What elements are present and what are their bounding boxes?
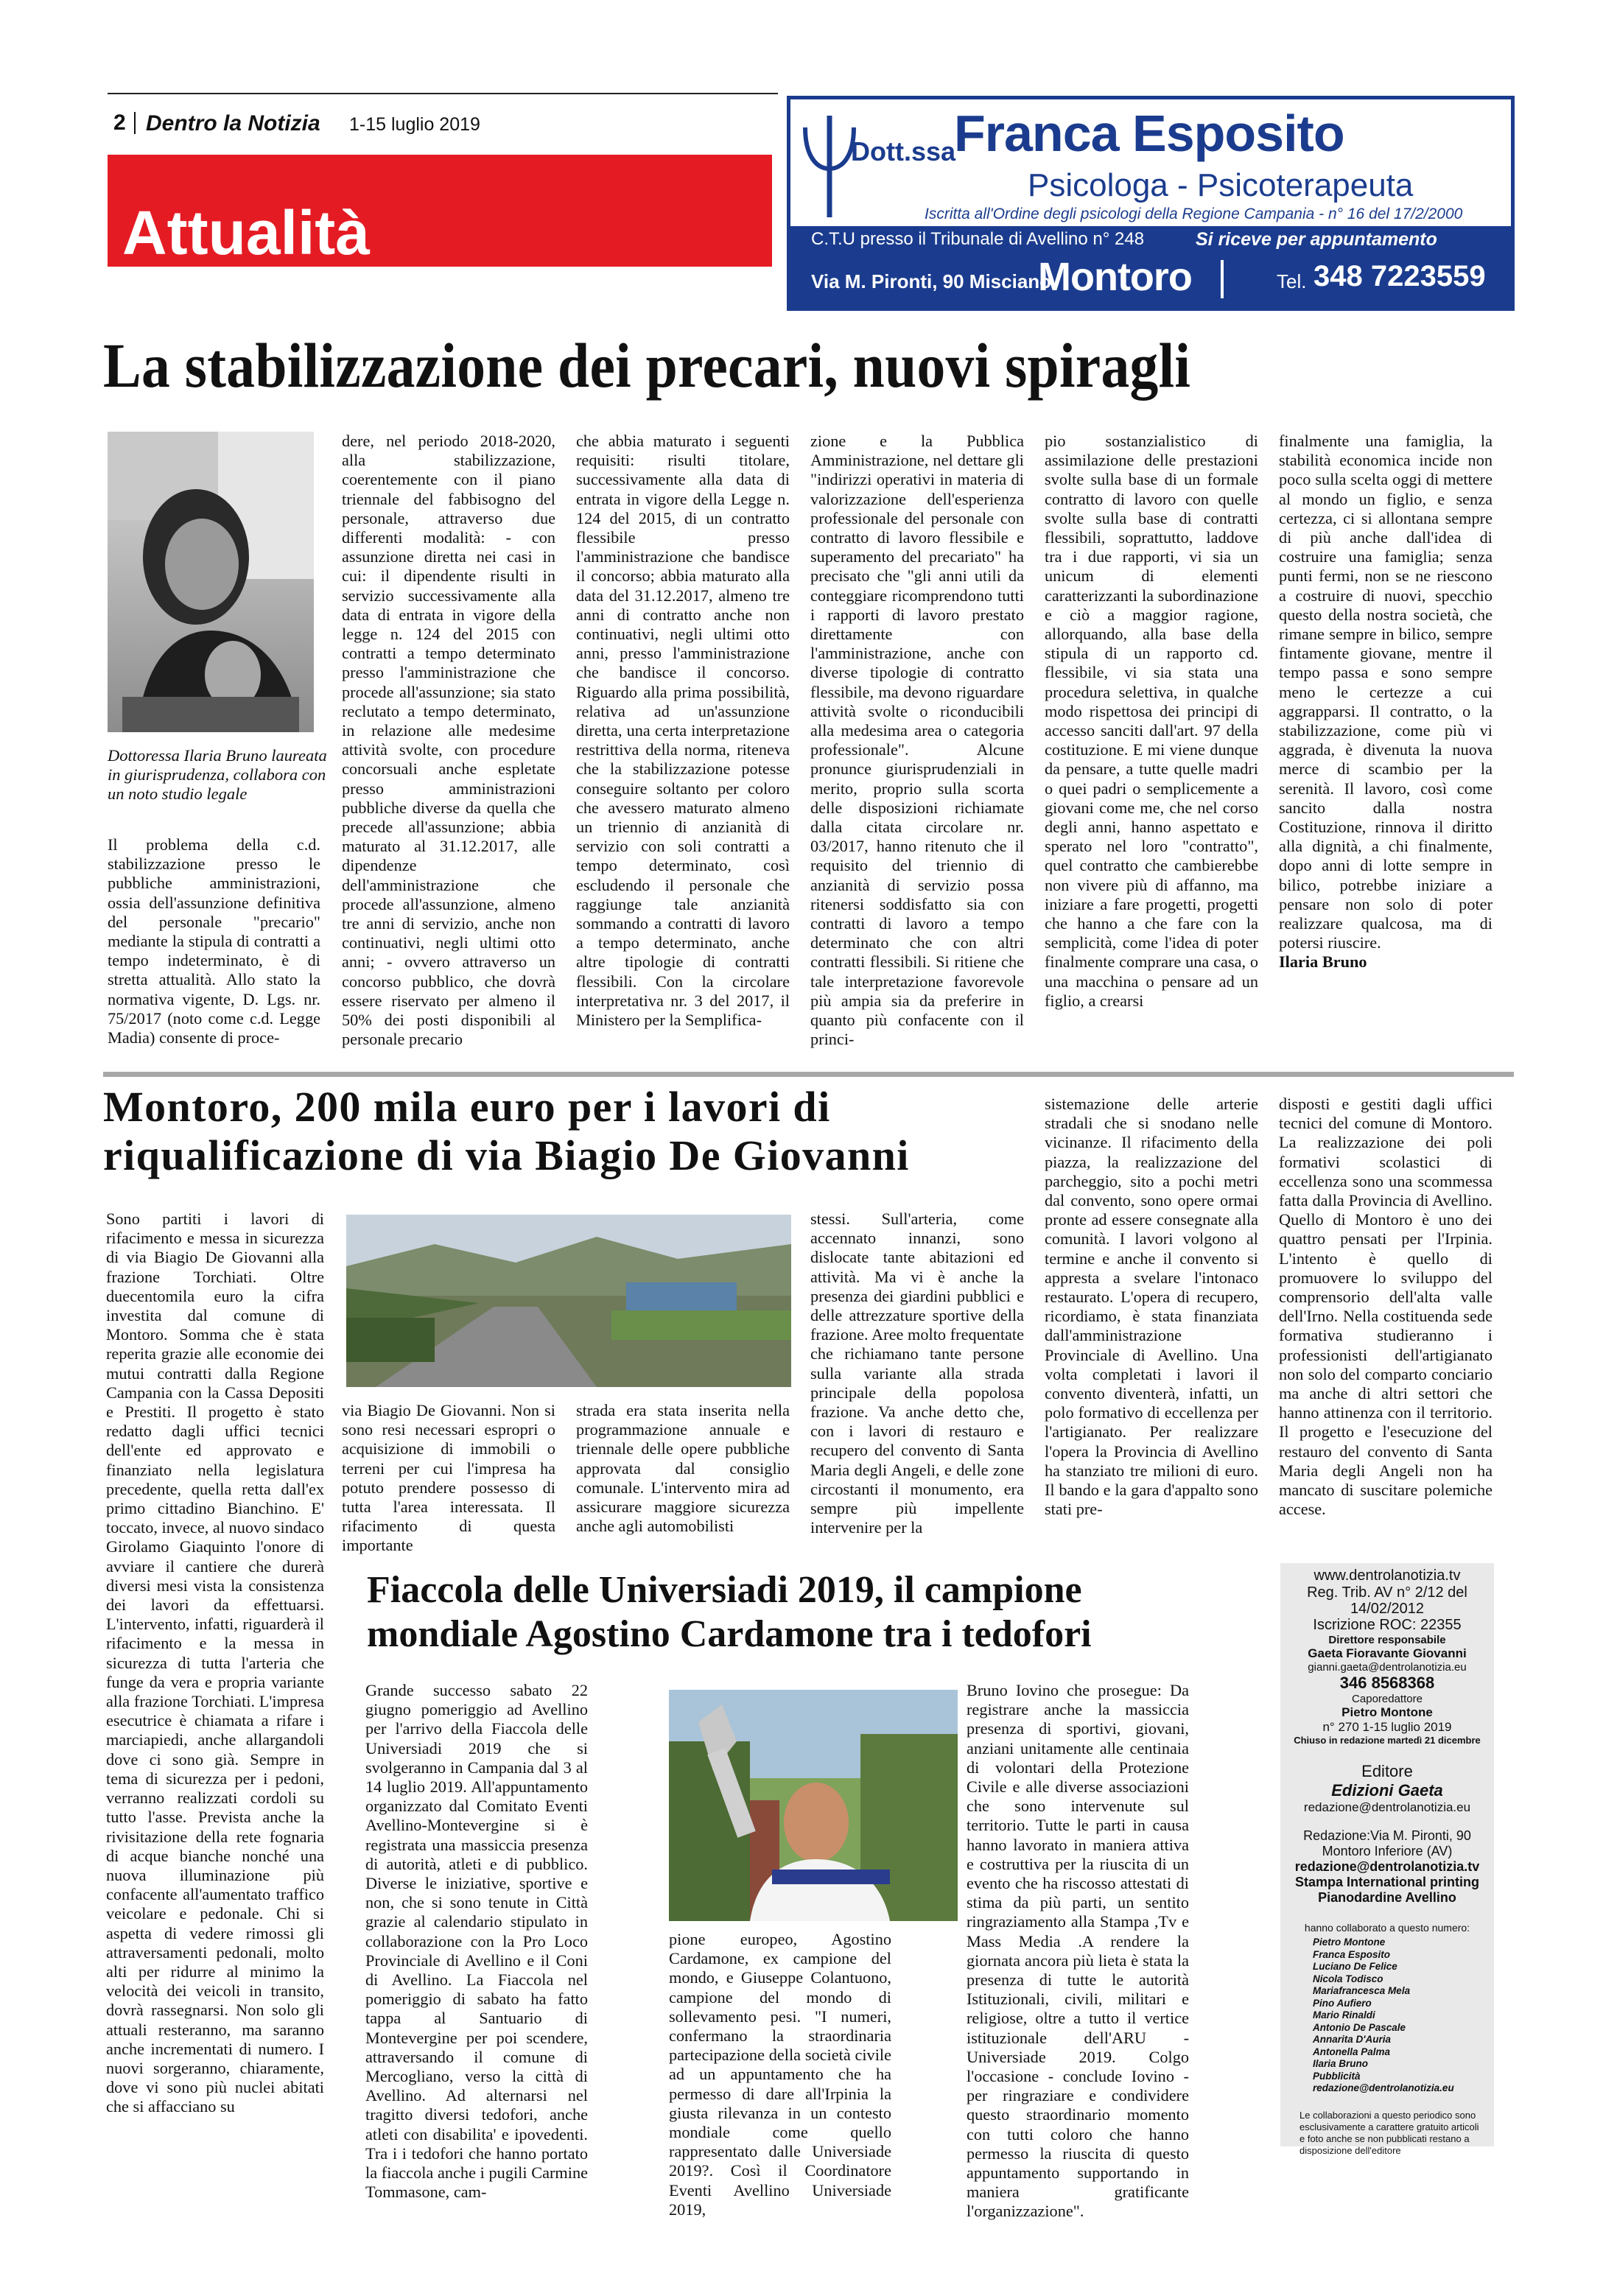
ad-prefix: Dott.ssa (851, 136, 956, 166)
article2-column-4: stessi. Sull'arteria, come accennato innanzi, sono dislocate tante abitazioni ed attività. Ma vi è anche la presenza dei giardini pubblici e delle attrezzature sportive della frazione. Aree molto frequentate che richiamano tante persone sulla variante alla strada principale della popolosa frazione. Va anche detto che, con i lavori di restauro e recupero del convento di Santa Maria degli Angeli, e delle zone circostanti il monumento, era sempre più impellente intervenire per la (810, 1210, 1024, 1537)
ad-town: Montoro (1038, 255, 1192, 299)
portrait-photo-icon (108, 432, 314, 732)
contributor-name: Antonella Palma (1313, 2046, 1391, 2057)
article1-column-6 (1279, 432, 1493, 972)
colophon-director: Gaeta Fioravante Giovanni (1308, 1646, 1467, 1660)
article2-column-3: strada era stata inserita nella programmazione annuale e triennale delle opere pubbliche approvata dal consiglio comunale. L'intervento mira ad assicurare maggiore sicurezza anche agli automobilisti (576, 1401, 790, 1536)
colophon-editor: Pietro Montone (1341, 1705, 1433, 1719)
contributor-name: Nicola Todisco (1313, 1973, 1383, 1984)
page-number-divider (134, 112, 136, 134)
article1-column-1: Il problema della c.d. stabilizzazione presso le pubbliche amministrazioni, ossia dell'assunzione definitiva del personale "precario" mediante la stipula di contratti a tempo indeterminato, è di stretta attualità. Allo stato la normativa vigente, D. Lgs. nr. 75/2017 (noto come c.d. Legge Madia) consente di proce- (108, 835, 320, 1047)
colophon-office: Redazione:Via M. Pironti, 90 (1303, 1828, 1471, 1843)
ad-name: Franca Esposito (954, 105, 1344, 162)
colophon-editor-label: Caporedattore (1352, 1693, 1423, 1705)
ad-profession: Psicologa - Psicoterapeuta (1028, 167, 1414, 203)
torchbearer-photo-icon (669, 1690, 958, 1921)
article1-column-5: pio sostanzialistico di assimilazione delle prestazioni svolte sulla base di un formale contratto di lavoro con quelle svolte sulla base di contratti flessibili, soprattutto, laddove tra i due rapporti, vi sia un unicum di elementi caratterizzanti la subordinazione e ciò a maggior ragione, allorquando, alla base della stipula di un rapporto cd. flessibile, vi sia stata una procedura selettiva, in qualche modo rispettosa dei principi di accesso sanciti dall'art. 97 della costituzione. E mi viene dunque da pensare, a tutte quelle madri o quei padri o semplicemente a giovani come me, che nel corso degli anni, hanno aspettato e sperato nel loro "contratto", quel contratto che cambierebbe non vivere più di affanno, ma iniziare a fare progetti, progetti che hanno a che fare con la semplicità, come l'idea di poter finalmente comprare una casa, o una macchina o pensare ad un figlio, a crearsi (1045, 432, 1258, 1010)
article2-column-5: sistemazione delle arterie stradali che si snodano nelle vicinanze. Il rifacimento della piazza, la realizzazione del parcheggio, sito a pochi metri dal convento, sono opere ormai pronte ad essere consegnate alla comunità. I lavori volgono al termine e anche il convento si appresta a svelare l'intonaco restaurato. L'opera di recupero, ricordiamo, è stata finanziata dall'amministrazione Provinciale di Avellino. Una volta completati i lavori il convento diventerà, infatti, un polo formativo di eccellenza per l'artigianato. Per realizzare l'opera la Provincia di Avellino ha stanziato tre milioni di euro. Il bando e la gara d'appalto sono stati pre- (1045, 1095, 1258, 1519)
contributor-name: Pietro Montone (1313, 1937, 1386, 1948)
colophon-closing: Chiuso in redazione martedì 21 dicembre (1294, 1735, 1481, 1746)
article2-title-line-1: Montoro, 200 mila euro per i lavori di (103, 1083, 831, 1131)
colophon-roc: Iscrizione ROC: 22355 (1313, 1617, 1462, 1633)
colophon-director-email[interactable]: gianni.gaeta@dentrolanotizia.eu (1308, 1661, 1467, 1674)
colophon-box (1280, 1563, 1494, 2156)
colophon-director-label: Direttore responsabile (1328, 1634, 1446, 1646)
article1-title: La stabilizzazione dei precari, nuovi spiragli (103, 330, 1191, 401)
section-divider (103, 1072, 1514, 1077)
contributor-name: Pino Aufiero (1313, 1997, 1372, 2009)
colophon-publisher-email[interactable]: redazione@dentrolanotizia.eu (1303, 1800, 1471, 1814)
section-banner (108, 155, 772, 267)
ad-footer (790, 226, 1511, 307)
colophon-advertising: Pubblicità redazione@dentrolanotizia.eu (1313, 2070, 1454, 2093)
contributor-name: Franca Esposito (1313, 1948, 1391, 1960)
article1-column-6-text: finalmente una famiglia, la stabilità economica incide non poco sulla scelta oggi di mettere al mondo un figlio, e senza certezza, ci si allontana sempre di più anche dall'idea di costruire una famiglia; senza punti fermi, non se ne riescono a costruire di nuovi, specchio questo della nostra società, che rimane sempre in bilico, sempre fintamente giovane, mentre il tempo passa e sono sempre meno le certezze a cui aggrapparsi. Il contratto, o la stabilizzazione, come più vi aggrada, è divenuta la nuova merce di scambio per la serenità. Il lavoro, così come sancito dalla nostra Costituzione, rinnova il diritto alla dignità, a chi finalmente, dopo anni di lotte sempre in bilico, potrebbe iniziare a pensare non solo di poter realizzare qualcosa, ma di potersi riuscire. (1279, 432, 1493, 952)
colophon-print-line-2: Pianodardine Avellino (1318, 1890, 1456, 1905)
page-header-bar (108, 93, 778, 150)
contributor-name: Antonio De Pascale (1313, 2021, 1406, 2033)
colophon-phone: 346 8568368 (1339, 1674, 1435, 1692)
colophon-registration: Reg. Trib. AV n° 2/12 del 14/02/2012 (1307, 1584, 1467, 1617)
article2-title-line-2: riqualificazione di via Biagio De Giovanni (103, 1131, 910, 1179)
colophon-issue: n° 270 1-15 luglio 2019 (1322, 1720, 1452, 1734)
colophon-publisher: Edizioni Gaeta (1331, 1781, 1443, 1800)
contributor-name: Ilaria Bruno (1313, 2058, 1369, 2069)
article2-column-2: via Biagio De Giovanni. Non si sono resi necessari espropri o acquisizione di immobili o terreni per cui l'impresa ha potuto prendere possesso di tutta l'area interessata. Il rifacimento di questa importante (342, 1401, 555, 1555)
street-photo-icon (346, 1215, 791, 1387)
masthead: Dentro la Notizia (146, 111, 320, 136)
contributor-name: Mariafrancesca Mela (1313, 1985, 1411, 1996)
article2-column-6: disposti e gestiti dagli uffici tecnici del comune di Montoro. La realizzazione dei poli formativi scolastici di eccellenza sono una scommessa fatta dalla Provincia di Avellino. Quello di Montoro è uno dei quattro pensati per l'Irpinia. L'intento è quello di promuovere lo sviluppo del comprensorio dell'alta valle dell'Irno. Nella costituenda sede formativa studieranno i professionisti dell'artigianato non solo del comparto conciario ma anche di altri settori che hanno attinenza con il territorio. Il progetto e l'esecuzione del restauro del convento di Santa Maria degli Angeli non ha mancato di suscitare polemiche accese. (1279, 1095, 1493, 1519)
colophon-disclaimer: Le collaborazioni a questo periodico sono esclusivamente a carattere gratuito articoli e foto anche se non pubblicati restano a disposizione dell'editore (1299, 2109, 1479, 2156)
ad-appointment: Si riceve per appuntamento (1196, 229, 1437, 250)
article1-photo-caption: Dottoressa Ilaria Bruno laureata in giurisprudenza, collabora con un noto studio legale (108, 746, 327, 803)
colophon-contributors-list (1280, 1937, 1494, 2095)
ad-tel: 348 7223559 (1313, 260, 1486, 292)
article3-title-line-1: Fiaccola delle Universiadi 2019, il campione (367, 1569, 1082, 1611)
colophon-print-line-1: Stampa International printing (1294, 1875, 1479, 1889)
colophon-publisher-label: Editore (1361, 1762, 1413, 1780)
article3-title-line-2: mondiale Agostino Cardamone tra i tedofori (367, 1613, 1092, 1655)
article3-column-3: Bruno Iovino che prosegue: Da registrare anche la massiccia presenza di sportivi, giovani, anziani unitamente alle centinaia di volontari della Protezione Civile e alle diverse associazioni che sono intervenute sul territorio. Tutte le parti in causa hanno lavorato in maniera attiva e costruttiva per la riuscita di un evento che ha riscosso attestati di stima da più parti, un sentito ringraziamento alla Stampa ,Tv e Mass Media .A rendere la giornata ancora più lieta è stata la presenza di tutte le autorità Istituzionali, civili, militari e religiose, oltre a tutto il vertice istituzionale dell'ARU - Universiade 2019. Colgo l'occasione - conclude Iovino - per ringraziare e condividere questo straordinario momento con tutti coloro che hanno permesso la riuscita di questo appuntamento supportando in maniera gratificante l'organizzazione". (967, 1681, 1189, 2221)
issue-date: 1-15 luglio 2019 (349, 114, 480, 135)
article1-author: Ilaria Bruno (1279, 952, 1367, 972)
colophon-website[interactable]: www.dentrolanotizia.tv (1313, 1567, 1461, 1584)
article1-column-4: zione e la Pubblica Amministrazione, nel dettare gli "indirizzi operativi in materia di valorizzazione dell'esperienza professionale del personale con contratto di lavoro flessibile e superamento del precariato" ha precisato che "gli anni utili da conteggiare ricomprendono tutti i rapporti di lavoro prestato direttamente con l'amministrazione, anche con diverse tipologie di contratto flessibile, ma devono riguardare attività svolte o riconducibili alla medesima area o categoria professionale". Alcune pronunce giurisprudenziali in merito, proprio sulla scorta delle disposizioni richiamate dalla citata circolare nr. 03/2017, hanno ritenuto che il requisito del triennio di anzianità di servizio possa ritenersi soddisfatto sia con contratti di lavoro a tempo determinato che con altri contratti flessibili. Si ritiene che tale interpretazione favorevole più ampia sia da preferire in quanto più confacente con il princi- (810, 432, 1024, 1049)
ad-ctu: C.T.U presso il Tribunale di Avellino n° 248 (811, 229, 1145, 249)
article1-column-3: che abbia maturato i seguenti requisiti: risulti titolare, successivamente alla data di entrata in vigore della Legge n. 124 del 2015, di un contratto flessibile presso l'amministrazione che bandisce il concorso; abbia maturato alla data del 31.12.2017, almeno tre anni di contratto anche non continuativi, negli ultimi otto anni, presso l'amministrazione che bandisce il concorso. Riguardo alla prima possibilità, relativa ad un'assunzione diretta, una certa interpretazione restrittiva della norma, riteneva che la stabilizzazione potesse conseguire soltanto per coloro che avessero maturato almeno un triennio di anzianità di servizio con soli contratti a tempo determinato, così escludendo il personale che raggiunge tale anzianità sommando a contratti di lavoro a tempo determinato, anche altre tipologie di contratti flessibili. Con la circolare interpretativa nr. 3 del 2017, il Ministero per la Semplifica- (576, 432, 790, 1030)
article3-column-2: pione europeo, Agostino Cardamone, ex campione del mondo, e Giuseppe Colantuono, campione del mondo di sollevamento pesi. "I numeri, confermano la straordinaria partecipazione della società civile ad un appuntamento che ha permesso di dare all'Irpinia la giusta rilevanza in un contesto mondiale come quello rappresentato dalle Universiade 2019?. Così il Coordinatore Eventi Avellino Universiade 2019, (669, 1930, 891, 2219)
psychologist-ad (787, 96, 1515, 311)
contributor-name: Annarita D'Auria (1313, 2034, 1391, 2045)
page-number: 2 (113, 110, 126, 135)
colophon-contributors-label: hanno collaborato a questo numero: (1304, 1922, 1470, 1934)
colophon-office-town: Montoro Inferiore (AV) (1322, 1844, 1453, 1858)
ad-tel-label: Tel. (1277, 270, 1307, 292)
contributor-name: Luciano De Felice (1313, 1961, 1397, 1972)
contributor-name: Mario Rinaldi (1313, 2009, 1375, 2021)
ad-registry: Iscritta all'Ordine degli psicologi della Regione Campania - n° 16 del 17/2/2000 (925, 206, 1463, 222)
article3-column-1: Grande successo sabato 22 giugno pomeriggio ad Avellino per l'arrivo della Fiaccola delle Universiadi 2019 che si svolgeranno in Campania dal 3 al 14 luglio 2019. All'appuntamento organizzato dal Comitato Eventi Avellino-Montevergine si è registrata una massiccia presenza di autorità, atleti e di pubblico. Diverse le iniziative, sportive e non, che si sono tenute in Città grazie al calendario stipulato in collaborazione con la Pro Loco Provinciale di Avellino e il Coni di Avellino. La Fiaccola nel pomeriggio di sabato ha fatto tappa al Santuario di Montevergine per poi scendere, attraversando il comune di Mercogliano, verso la città di Avellino. Ad alternarsi nel tragitto diversi tedofori, anche atleti con disabilita' e ipovedenti. Tra i i tedofori che hanno portato la fiaccola anche i pugili Carmine Tommasone, cam- (365, 1681, 588, 2202)
psi-logo-icon (801, 110, 858, 220)
section-title: Attualità (122, 198, 370, 267)
ad-address: Via M. Pironti, 90 Misciano (811, 270, 1052, 292)
ad-divider (1221, 260, 1224, 298)
article2-column-1: Sono partiti i lavori di rifacimento e messa in sicurezza di via Biagio De Giovanni alla frazione Torchiati. Oltre duecentomila euro la cifra investita dal comune di Montoro. Somma che è stata reperita grazie alle economie dei mutui contratti dalla Regione Campania con la Cassa Depositi e Prestiti. Il progetto è stato redatto dagli uffici tecnici dell'ente ed approvato e finanziato nella legislatura precedente, quella retta dall'ex primo cittadino Bianchino. E' toccato, invece, al nuovo sindaco Girolamo Giaquinto l'onore di avviare il cantiere che durerà diversi mesi vista la consistenza dei lavori da effettuarsi. L'intervento, infatti, riguarderà il rifacimento e la messa in sicurezza di tutta l'arteria che funge da vera e propria variante alla frazione Torchiati. L'impresa esecutrice è chiamata a rifare i marciapiedi, anche allargandoli dove ci sono già. Sempre in tema di sicurezza per i pedoni, verranno realizzati cordoli su tutto l'asse. Prevista anche la rivisitazione della rete fognaria di acque bianche nonché una nuova illuminazione più confacente all'aumentato traffico veicolare e pedonale. Chi si aspetta di vedere rimossi gli attraversamenti pedonali, molto alti per ridurre al minimo la velocità dei veicoli in transito, dovrà rassegnarsi. Non solo gli attuali resteranno, ma saranno anche incrementati di numero. I nuovi sorgeranno, chiaramente, dove vi sono più nuclei abitati che si affacciano su (106, 1210, 324, 2116)
article1-column-2: dere, nel periodo 2018-2020, alla stabilizzazione, coerentemente con il piano triennale del fabbisogno del personale, attraverso due differenti modalità: - con assunzione diretta nei casi in cui: il dipendente risulti in servizio successivamente alla data di entrata in vigore della legge n. 124 del 2015 con contratti a tempo determinato presso l'amministrazione che procede all'assunzione; sia stato reclutato a tempo determinato, in relazione alle medesime attività svolte, con procedure concorsuali anche espletate presso amministrazioni pubbliche diverse da quella che precede all'assunzione; abbia maturato al 31.12.2017, alle dipendenze dell'amministrazione che procede all'assunzione, almeno tre anni di servizio, anche non continuativi, negli ultimi otto anni; - ovvero attraverso un concorso pubblico, che dovrà essere riservato per almeno il 50% dei posti disponibili al personale precario (342, 432, 555, 1049)
colophon-office-email[interactable]: redazione@dentrolanotizia.tv (1294, 1859, 1480, 1874)
